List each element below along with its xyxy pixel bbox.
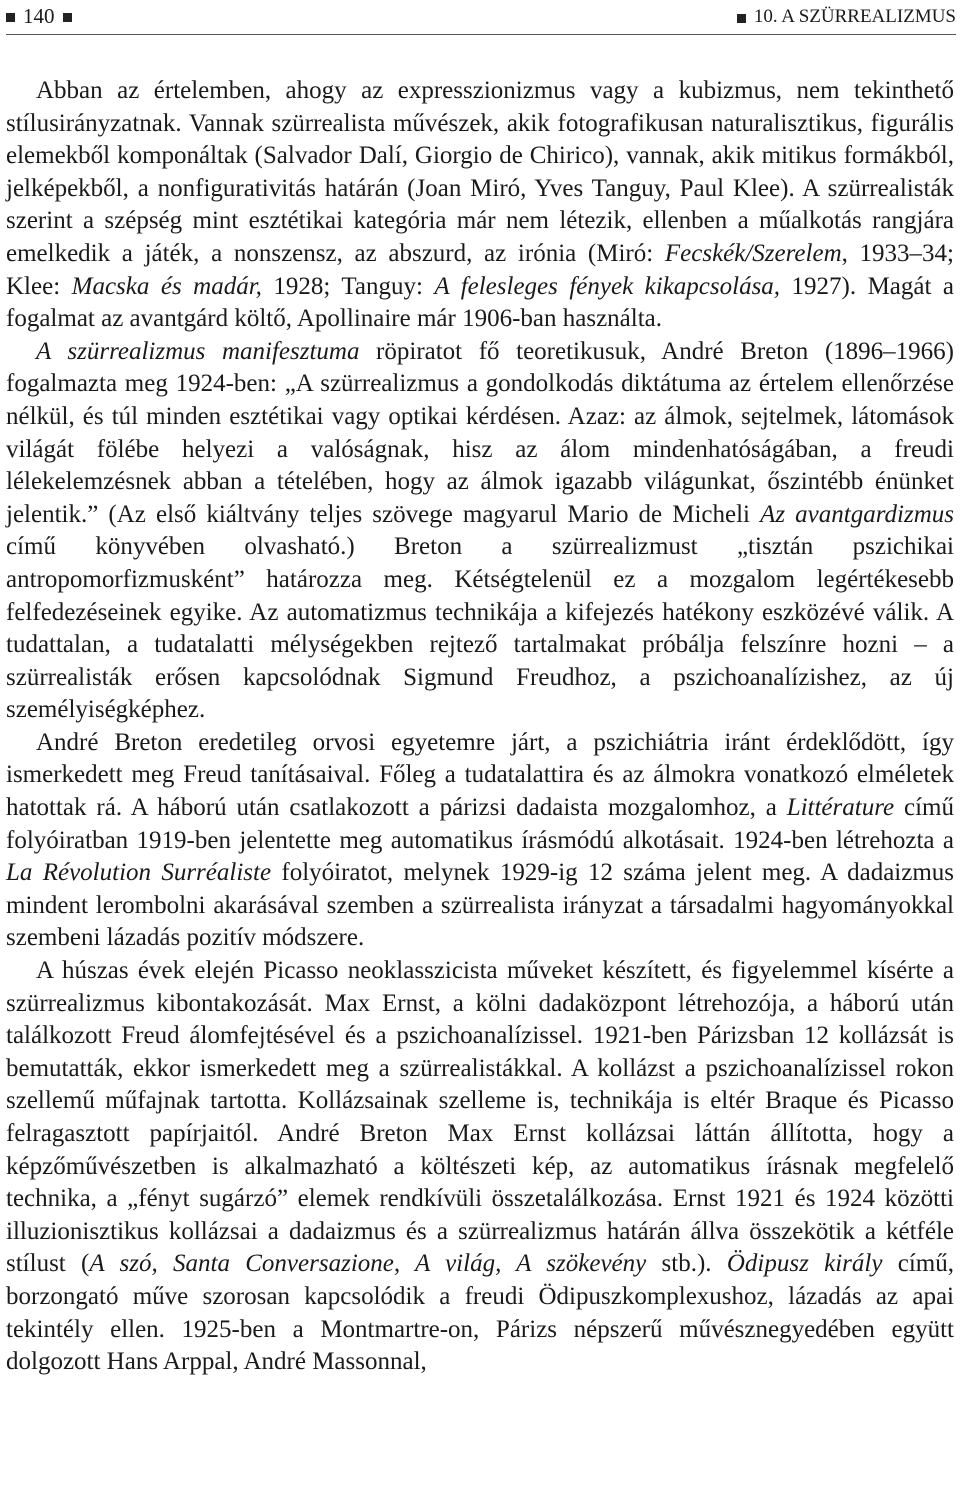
- italic-title: Az avantgardizmus: [760, 500, 954, 528]
- body-text: [6, 75, 954, 1379]
- square-bullet-icon: [737, 14, 746, 23]
- italic-title: La Révolution Surréaliste: [6, 859, 272, 887]
- text-run: 1928; Tanguy:: [261, 272, 435, 300]
- text-run: 1927). Magát a fogalmat az avantgárd költő, Apollinaire már 1906-ban használta.: [6, 272, 955, 333]
- text-run: röpiratot fő teoretikusuk, André Breton (1896–1966) fogalmazta meg 1924-ben: „A szürrealizmus a gondolkodás diktátuma az értelem ellenőrzése nélkül, és túl minden esztétikai vagy optikai kérdésen. Azaz: az álmok, sejtelmek, látomások világát fölébe helyezi a valóságnak, hisz az álom mindenhatóságában, a freudi lélekelemzésnek abban a tételében, hogy az álmok igazabb világunkat, őszintébb énünket jelentik.” (Az első kiáltvány teljes szövege magyarul Mario de Micheli: [6, 337, 954, 528]
- square-bullet-icon: [6, 13, 15, 22]
- italic-title: Littérature: [786, 794, 895, 822]
- text-run: Abban az értelemben, ahogy az expresszionizmus vagy a kubizmus, nem tekinthető stílusirányzatnak. Vannak szürrealista művészek, akik fotografikusan naturalisztikus, figurális elemekből komponáltak (Salvador Dalí, Giorgio de Chirico), vannak, akik mitikus formákból, jelképekből, a nonfigurativitás határán (Joan Miró, Yves Tanguy, Paul Klee). A szürrealisták szerint a szépség mint esztétikai kategória már nem létezik, ellenben a műalkotás rangjára emelkedik a játék, a nonszensz, az abszurd, az irónia (Miró:: [6, 77, 954, 267]
- square-bullet-icon: [63, 13, 72, 22]
- italic-title: Macska és madár,: [71, 272, 262, 300]
- italic-title: Fecskék/Szerelem: [664, 239, 842, 267]
- text-run: folyóiratot, melynek 1929-ig 12 száma jelent meg. A dadaizmus mindent lerombolni akarásával szemben a szürrealista irányzat a társadalmi hagyományokkal szembeni lázadás pozitív módszere.: [6, 859, 955, 952]
- paragraph: [6, 955, 954, 1379]
- header-left: [6, 4, 72, 29]
- paragraph: [6, 336, 954, 727]
- text-run: A húszas évek elején Picasso neoklasszicista műveket készített, és figyelemmel kísérte a szürrealizmus kibontakozását. Max Ernst, a kölni dadaközpont létrehozója, a háború után találkozott Freud álomfejtésével és a pszichoanalízissel. 1921-ben Párizsban 12 kollázsát is bemutatták, ekkor ismerkedett meg a szürrealistákkal. A kollázst a pszichoanalízissel rokon szellemű műfajnak tartotta. Kollázsainak szelleme is, technikája is eltér Braque és Picasso felragasztott papírjaitól. André Breton Max Ernst kollázsai láttán állította, hogy a képzőművészetben is alkalmazható a költészeti kép, az automatikus írásnak megfelelő technika, a „fényt sugárzó” elemek rendkívüli összetalálkozása. Ernst 1921 és 1924 közötti illuzionisztikus kollázsai a dadaizmus és a szürrealizmus határán állva összekötik a kétféle stílust (: [6, 957, 954, 1278]
- italic-title: Ödipusz király: [726, 1250, 883, 1278]
- italic-title: A szó, Santa Conversazione, A világ, A szökevény: [89, 1250, 647, 1278]
- header-right: [737, 6, 956, 28]
- text-run: stb.).: [646, 1250, 727, 1278]
- paragraph: [6, 727, 954, 955]
- text-run: című, borzongató műve szorosan kapcsolódik a freudi Ödipuszkomplexushoz, lázadás az apai tekintély ellen. 1925-ben a Montmartre-on, Párizs népszerű művésznegyedében együtt dolgozott Hans Arppal, André Massonnal,: [6, 1250, 954, 1376]
- chapter-title: 10. A SZÜRREALIZMUS: [753, 6, 956, 27]
- text-run: , 1933–34; Klee:: [6, 239, 954, 300]
- text-run: című könyvében olvasható.) Breton a szürrealizmust „tisztán pszichikai antropomorfizmusként” határozza meg. Kétségtelenül ez a mozgalom legértékesebb felfedezéseinek egyike. Az automatizmus technikája a kifejezés hatékony eszközévé válik. A tudattalan, a tudatalatti mélységekben rejtező tartalmakat próbálja felszínre hozni – a szürrealisták erősen kapcsolódnak Sigmund Freudhoz, a pszichoanalízishez, az új személyiségképhez.: [6, 533, 954, 724]
- page-header: [6, 0, 956, 35]
- paragraph: [6, 75, 954, 336]
- text-run: André Breton eredetileg orvosi egyetemre járt, a pszichiátria iránt érdeklődött, így ismerkedett meg Freud tanításaival. Főleg a tudatalattira és az álmokra vonatkozó elméletek hatottak rá. A háború után csatlakozott a párizsi dadaista mozgalomhoz, a: [6, 728, 954, 822]
- text-run: című folyóiratban 1919-ben jelentette meg automatikus írásmódú alkotásait. 1924-ben létrehozta a: [6, 794, 954, 854]
- page-number: 140: [23, 4, 55, 28]
- italic-title: A szürrealizmus manifesztuma: [36, 337, 360, 365]
- italic-title: A felesleges fények kikapcsolása,: [434, 272, 781, 300]
